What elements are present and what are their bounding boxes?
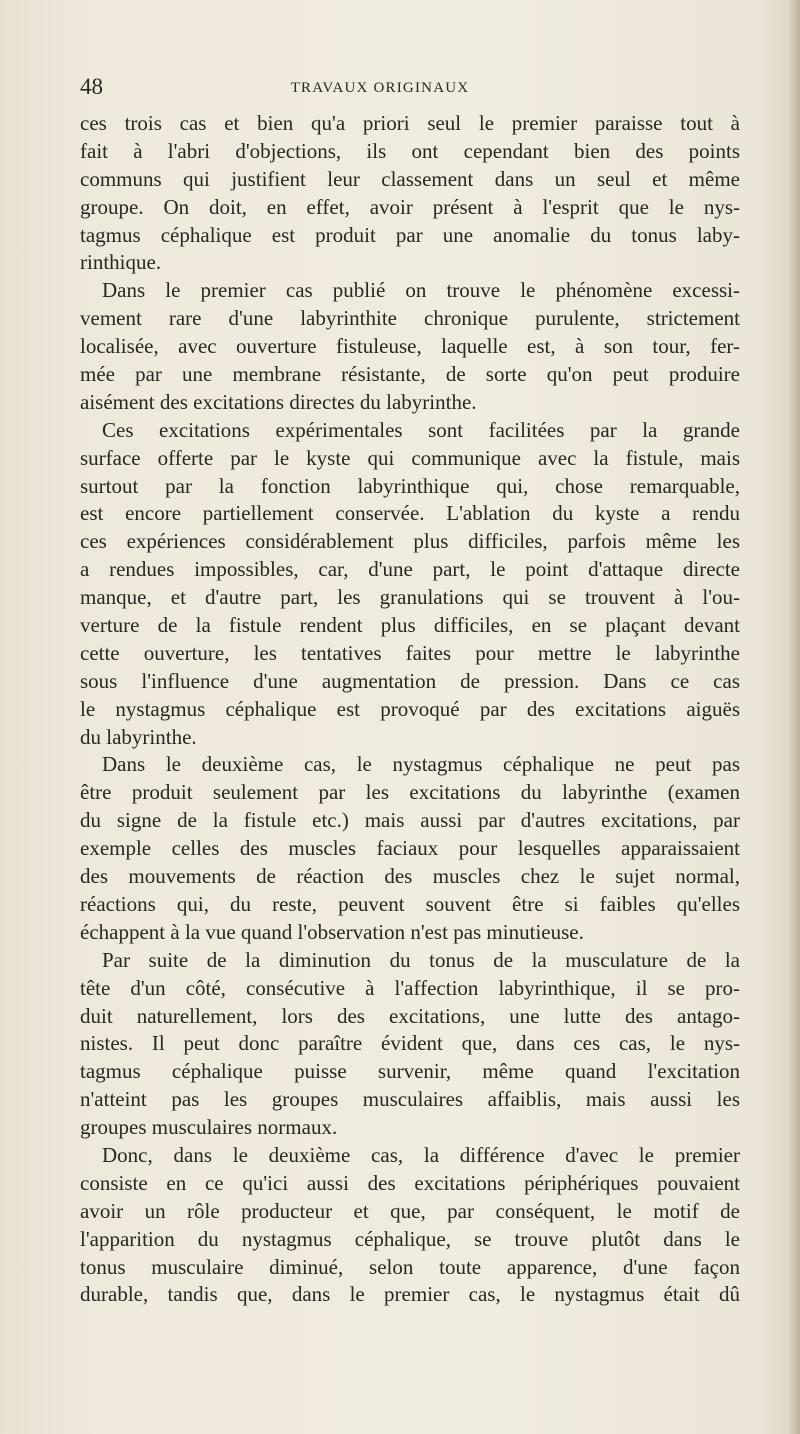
- text-line: durable, tandis que, dans le premier cas, le nystagmus était dû: [80, 1282, 740, 1307]
- text-line: fait à l'abri d'objections, ils ont cependant bien des points: [80, 138, 740, 163]
- running-head: TRAVAUX ORIGINAUX: [290, 80, 470, 96]
- text-line: vement rare d'une labyrinthite chronique purulente, strictement: [80, 306, 740, 331]
- text-line: Ces excitations expérimentales sont facilitées par la grande: [102, 417, 740, 442]
- text-line: groupes musculaires normaux.: [80, 1115, 338, 1140]
- text-line: groupe. On doit, en effet, avoir présent à l'esprit que le nys-: [80, 194, 740, 219]
- text-line: avoir un rôle producteur et que, par conséquent, le motif de: [80, 1198, 740, 1223]
- text-line: sous l'influence d'une augmentation de pression. Dans ce cas: [80, 668, 740, 693]
- text-line: du labyrinthe.: [80, 724, 197, 749]
- text-line: échappent à la vue quand l'observation n'est pas minutieuse.: [80, 919, 584, 944]
- text-line: Donc, dans le deuxième cas, la différence d'avec le premier: [102, 1142, 740, 1167]
- page-header: [80, 72, 740, 106]
- text-line: Dans le deuxième cas, le nystagmus céphalique ne peut pas: [102, 752, 740, 777]
- text-line: exemple celles des muscles faciaux pour lesquelles apparaissaient: [80, 836, 740, 861]
- page-number: 48: [80, 74, 103, 99]
- text-line: le nystagmus céphalique est provoqué par des excitations aiguës: [80, 696, 740, 721]
- text-line: du signe de la fistule etc.) mais aussi par d'autres excitations, par: [80, 808, 740, 833]
- text-line: Par suite de la diminution du tonus de la musculature de la: [102, 947, 740, 972]
- text-line: cette ouverture, les tentatives faites pour mettre le labyrinthe: [80, 640, 740, 665]
- text-line: l'apparition du nystagmus céphalique, se trouve plutôt dans le: [80, 1226, 740, 1251]
- text-line: Dans le premier cas publié on trouve le phénomène excessi-: [102, 278, 740, 303]
- text-line: être produit seulement par les excitations du labyrinthe (examen: [80, 780, 740, 805]
- text-line: réactions qui, du reste, peuvent souvent être si faibles qu'elles: [80, 891, 740, 916]
- page-edge: [786, 0, 800, 1434]
- text-line: communs qui justifient leur classement dans un seul et même: [80, 166, 740, 191]
- text-line: nistes. Il peut donc paraître évident que, dans ces cas, le nys-: [80, 1031, 740, 1056]
- text-line: tonus musculaire diminué, selon toute apparence, d'une façon: [80, 1254, 740, 1279]
- text-line: manque, et d'autre part, les granulations qui se trouvent à l'ou-: [80, 585, 740, 610]
- text-line: a rendues impossibles, car, d'une part, le point d'attaque directe: [80, 557, 740, 582]
- text-line: duit naturellement, lors des excitations, une lutte des antago-: [80, 1003, 740, 1028]
- text-line: consiste en ce qu'ici aussi des excitations périphériques pouvaient: [80, 1170, 740, 1195]
- body-text: [80, 110, 740, 1309]
- text-line: tête d'un côté, consécutive à l'affection labyrinthique, il se pro-: [80, 975, 740, 1000]
- text-line: verture de la fistule rendent plus difficiles, en se plaçant devant: [80, 613, 740, 638]
- text-line: rinthique.: [80, 250, 162, 275]
- text-line: aisément des excitations directes du labyrinthe.: [80, 389, 477, 414]
- text-line: surtout par la fonction labyrinthique qui, chose remarquable,: [80, 473, 740, 498]
- text-line: localisée, avec ouverture fistuleuse, laquelle est, à son tour, fer-: [80, 334, 740, 359]
- text-line: surface offerte par le kyste qui communique avec la fistule, mais: [80, 445, 740, 470]
- text-line: ces trois cas et bien qu'a priori seul le premier paraisse tout à: [80, 111, 740, 135]
- text-line: n'atteint pas les groupes musculaires affaiblis, mais aussi les: [80, 1087, 740, 1112]
- text-line: tagmus céphalique est produit par une anomalie du tonus laby-: [80, 222, 740, 247]
- text-line: tagmus céphalique puisse survenir, même quand l'excitation: [80, 1059, 740, 1084]
- text-line: mée par une membrane résistante, de sorte qu'on peut produire: [80, 362, 740, 387]
- text-line: des mouvements de réaction des muscles chez le sujet normal,: [80, 864, 740, 889]
- text-line: ces expériences considérablement plus difficiles, parfois même les: [80, 529, 740, 554]
- text-line: est encore partiellement conservée. L'ablation du kyste a rendu: [80, 501, 740, 526]
